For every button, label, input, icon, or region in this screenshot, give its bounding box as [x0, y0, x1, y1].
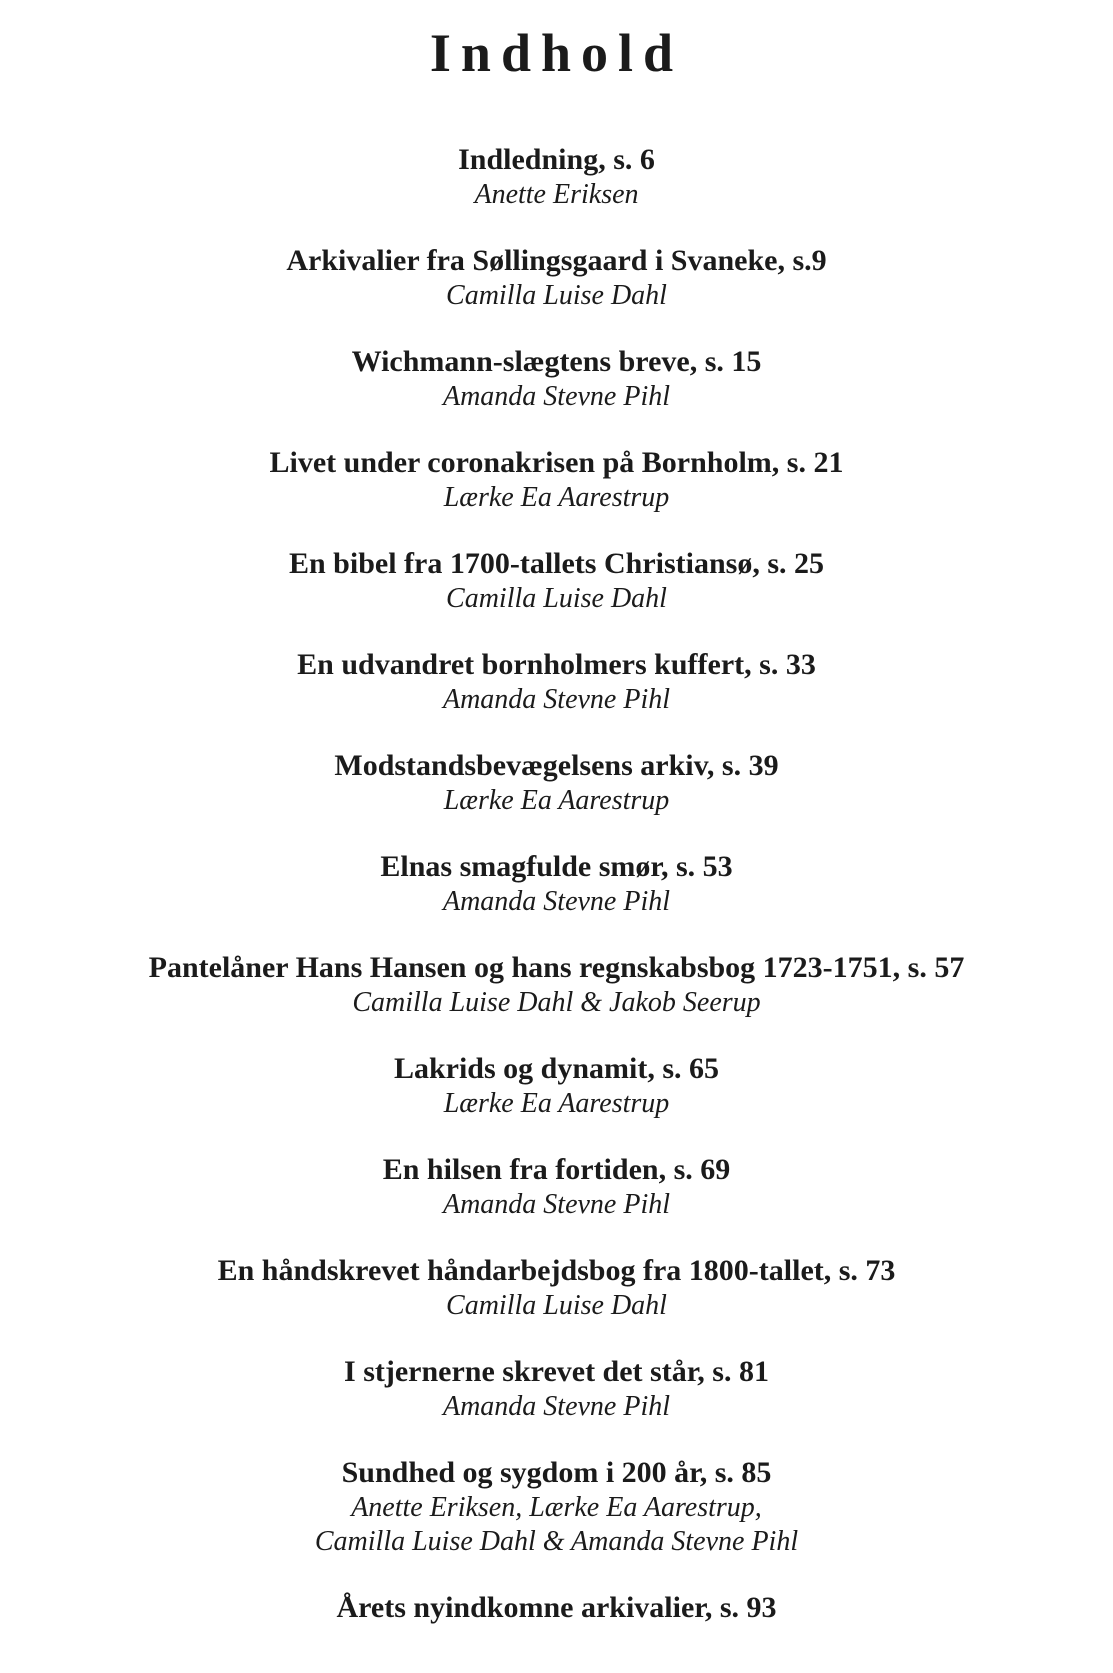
entry-author: Lærke Ea Aarestrup — [443, 1088, 670, 1119]
entry-title: Lakrids og dynamit, s. 65 — [393, 1052, 720, 1085]
toc-entry — [37, 1051, 1077, 1121]
entry-author: Lærke Ea Aarestrup — [443, 785, 670, 816]
entry-author: Camilla Luise Dahl — [446, 1290, 667, 1321]
entry-author: Anette Eriksen, Lærke Ea Aarestrup, — [351, 1492, 762, 1523]
entry-author: Amanda Stevne Pihl — [442, 684, 671, 715]
entry-author: Amanda Stevne Pihl — [442, 886, 671, 917]
entry-title: En udvandret bornholmers kuffert, s. 33 — [297, 648, 816, 681]
toc-entry — [37, 1354, 1077, 1424]
toc-entry — [37, 1590, 1077, 1626]
entry-author: Amanda Stevne Pihl — [442, 1189, 671, 1220]
entry-author: Anette Eriksen — [474, 179, 639, 210]
toc-entry — [37, 647, 1077, 717]
toc-entry — [37, 1152, 1077, 1222]
entry-title: En hilsen fra fortiden, s. 69 — [382, 1153, 731, 1186]
toc-entry — [37, 445, 1077, 515]
entry-title: Sundhed og sygdom i 200 år, s. 85 — [341, 1456, 772, 1489]
entry-title: Arkivalier fra Søllingsgaard i Svaneke, s.9 — [286, 244, 827, 277]
entry-title: Årets nyindkomne arkivalier, s. 93 — [336, 1591, 777, 1624]
entry-author: Amanda Stevne Pihl — [442, 381, 671, 412]
toc-entry — [37, 1253, 1077, 1323]
toc-entry — [37, 748, 1077, 818]
toc-entry — [37, 1455, 1077, 1559]
toc-entry — [37, 344, 1077, 414]
page-title: Indhold — [429, 23, 684, 83]
toc-entry — [37, 950, 1077, 1020]
entry-author: Camilla Luise Dahl & Jakob Seerup — [352, 987, 761, 1018]
entry-title: Pantelåner Hans Hansen og hans regnskabsbog 1723-1751, s. 57 — [148, 951, 965, 984]
entry-title: En håndskrevet håndarbejdsbog fra 1800-tallet, s. 73 — [217, 1254, 896, 1287]
entry-title: Livet under coronakrisen på Bornholm, s. 21 — [269, 446, 844, 479]
entry-author: Camilla Luise Dahl — [446, 280, 667, 311]
entry-title: En bibel fra 1700-tallets Christiansø, s. 25 — [288, 547, 825, 580]
toc-entry — [37, 243, 1077, 313]
toc-list — [37, 142, 1077, 1626]
entry-author: Amanda Stevne Pihl — [442, 1391, 671, 1422]
entry-title: Wichmann-slægtens breve, s. 15 — [351, 345, 762, 378]
entry-title: Modstandsbevægelsens arkiv, s. 39 — [334, 749, 779, 782]
entry-author: Camilla Luise Dahl — [446, 583, 667, 614]
entry-title: I stjernerne skrevet det står, s. 81 — [344, 1355, 769, 1388]
entry-author: Lærke Ea Aarestrup — [443, 482, 670, 513]
entry-title: Indledning, s. 6 — [458, 143, 655, 176]
entry-author: Camilla Luise Dahl & Amanda Stevne Pihl — [314, 1526, 799, 1557]
entry-title: Elnas smagfulde smør, s. 53 — [380, 850, 733, 883]
toc-entry — [37, 849, 1077, 919]
toc-entry — [37, 142, 1077, 212]
toc-entry — [37, 546, 1077, 616]
